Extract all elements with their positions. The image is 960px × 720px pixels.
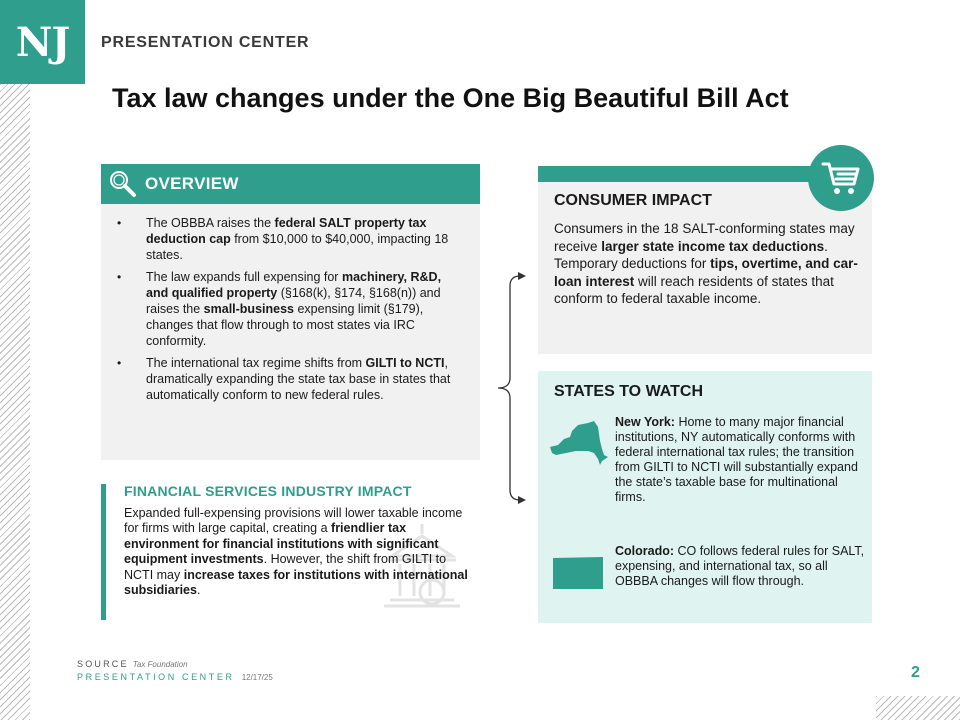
decorative-hatch-left (0, 84, 30, 720)
footer-date: 12/17/25 (241, 673, 273, 682)
financial-title: FINANCIAL SERVICES INDUSTRY IMPACT (124, 483, 412, 499)
state-name: Colorado: (615, 544, 675, 558)
page-title: Tax law changes under the One Big Beautiful Bill Act (112, 83, 789, 113)
center-label: PRESENTATION CENTER (77, 672, 235, 682)
overview-label: OVERVIEW (145, 174, 239, 193)
text-run: , dramatically expanding the state tax base in states that automatically conform to new federal rules. (146, 356, 451, 402)
text-run: The law expands full expensing for (146, 270, 342, 285)
financial-text (124, 506, 476, 598)
text-run: expensing limit (§179), changes that flow through to most states via IRC conformity. (146, 301, 424, 348)
source-name: Tax Foundation (132, 660, 188, 669)
consumer-accent-bar (538, 166, 828, 182)
text-run: (§168(k), §174, §168(n)) and raises the (146, 286, 441, 316)
state-description: Home to many major financial institutions, NY automatically conforms with federal international tax rules; the transition from GILTI to NCTI will substantially expand the state’s taxable base for multinational firms. (615, 415, 858, 504)
state-name: New York: (615, 415, 675, 429)
nj-logo: NJ (0, 0, 85, 84)
text-run: . Temporary deductions for (554, 238, 828, 272)
state-description: CO follows federal rules for SALT, expensing, and international tax, so all OBBBA changes will flow through. (615, 544, 865, 588)
text-run: The OBBBA raises the (146, 216, 275, 230)
state-item-new-york (615, 415, 867, 504)
text-run: will reach residents of states that conform to federal taxable income. (554, 273, 834, 307)
decorative-hatch-bottom-right (876, 696, 960, 720)
states-to-watch-panel (538, 371, 872, 623)
text-run: Consumers in the 18 SALT-conforming states may receive (554, 221, 855, 254)
emphasis-text: federal SALT property tax deduction cap (146, 216, 427, 246)
overview-header (101, 164, 480, 204)
emphasis-text: larger state income tax deductions (601, 238, 825, 254)
overview-bullet (117, 356, 466, 403)
consumer-title: CONSUMER IMPACT (554, 192, 712, 209)
bracket-connector (482, 272, 538, 504)
text-run: . (196, 583, 201, 598)
page-number: 2 (911, 664, 920, 681)
source-label: SOURCE (77, 659, 129, 669)
states-title: STATES TO WATCH (554, 383, 704, 400)
emphasis-text: friendlier tax environment for financial institutions with significant equipment investments (124, 521, 439, 567)
financial-accent-bar (101, 484, 106, 620)
overview-bullet (117, 216, 466, 263)
state-item-colorado (615, 544, 867, 589)
footer-source (77, 659, 188, 669)
new-york-state-icon (548, 419, 608, 467)
emphasis-text: tips, overtime, and car-loan interest (554, 256, 858, 289)
text-run: . However, the shift from GILTI to NCTI may (124, 552, 447, 582)
text-run: The international tax regime shifts from (146, 356, 366, 371)
emphasis-text: machinery, R&D, and qualified property (146, 270, 442, 301)
consumer-text (554, 220, 864, 308)
emphasis-text: small-business (203, 301, 294, 316)
text-run: from $10,000 to $40,000, impacting 18 states. (146, 231, 449, 262)
overview-list (117, 216, 466, 404)
header-label: PRESENTATION CENTER (101, 34, 310, 51)
shopping-cart-icon (808, 145, 874, 211)
emphasis-text: increase taxes for institutions with international subsidiaries (124, 567, 468, 598)
overview-panel (101, 204, 480, 460)
emphasis-text: GILTI to NCTI (365, 356, 445, 371)
colorado-state-icon (552, 556, 604, 590)
overview-bullet (117, 270, 466, 349)
magnifier-icon (101, 164, 145, 204)
text-run: Expanded full-expensing provisions will lower taxable income for firms with large capital, creating a (124, 506, 463, 536)
footer-center (77, 672, 273, 682)
